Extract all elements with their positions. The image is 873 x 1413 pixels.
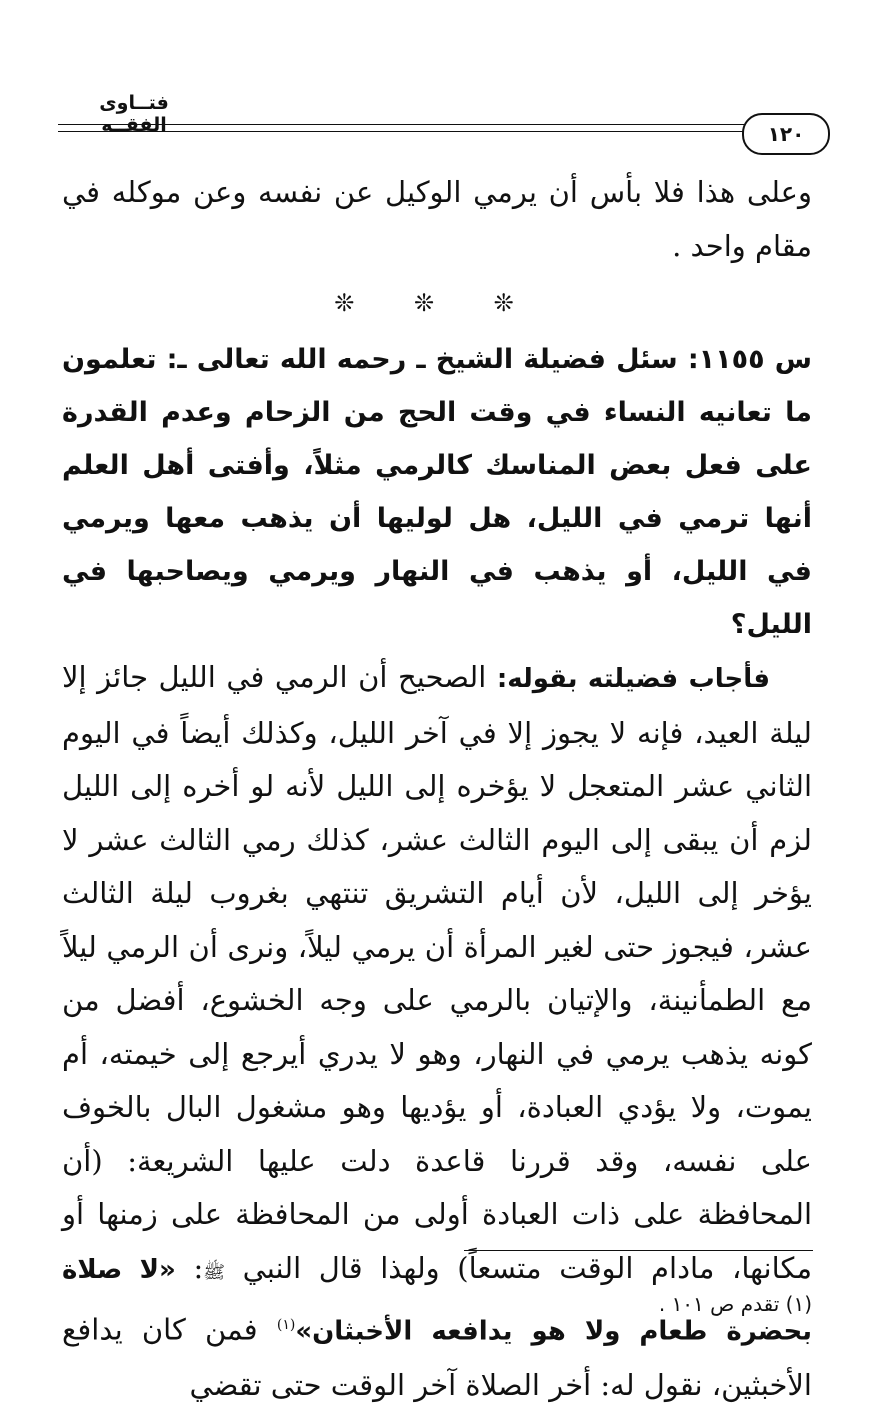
- question-paragraph: س ١١٥٥: سئل فضيلة الشيخ ـ رحمه الله تعالى ـ: تعلمون ما تعانيه النساء في وقت الحج من الزحام وعدم القدرة على فعل بعض المناسك كالرمي مثلاً، وأفتى أهل العلم أنها ترمي في الليل، هل لوليها أن يذهب معها ويرمي في الليل، أو يذهب في النهار ويرمي ويصاحبها في الليل؟: [62, 344, 812, 640]
- footnote-text: تقدم ص ١٠١ .: [658, 1292, 780, 1316]
- footnote-reference: (١): [276, 1317, 296, 1333]
- hadith-quote: «لا صلاة بحضرة طعام ولا هو يدافعه الأخبثان»: [62, 1254, 812, 1347]
- footnote-rule: [464, 1250, 813, 1251]
- header-rule: [58, 124, 764, 125]
- main-text: [62, 166, 812, 1413]
- header-rule-secondary: [58, 131, 764, 132]
- hadith-prefix: :: [175, 1250, 204, 1285]
- footnote-marker: (١): [785, 1292, 812, 1316]
- answer-continuation: فمن كان يدافع الأخبثين، نقول له: أخر الصلاة آخر الوقت حتى تقضي: [62, 1312, 812, 1403]
- answer-text: الصحيح أن الرمي في الليل جائز إلا ليلة العيد، فإنه لا يجوز إلا في آخر الليل، وكذلك أيضاً في اليوم الثاني عشر المتعجل لا يؤخره إلى الليل لأنه لو أخره إلى الليل لزم أن يبقى إلى اليوم الثالث عشر، كذلك رمي الثالث عشر لا يؤخر إلى الليل، لأن أيام التشريق تنتهي بغروب ليلة الثالث عشر، فيجوز حتى لغير المرأة أن يرمي ليلاً، ونرى أن الرمي ليلاً مع الطمأنينة، والإتيان بالرمي على وجه الخشوع، أفضل من كونه يذهب يرمي في النهار، وهو لا يدري أيرجع إلى خيمته، أم يموت، ولا يؤدي العبادة، أو يؤديها وهو مشغول البال بالخوف على نفسه، وقد قررنا قاعدة دلت عليها الشريعة: (أن المحافظة على ذات العبادة أولى من المحافظة على زمنها أو مكانها، مادام الوقت متسعاً) ولهذا قال النبي: [62, 660, 813, 1285]
- running-title: فتــاوى الفقــه: [99, 92, 169, 136]
- section-separator: ❊ ❊ ❊: [334, 289, 540, 317]
- footnote: [60, 1292, 812, 1316]
- intro-paragraph: وعلى هذا فلا بأس أن يرمي الوكيل عن نفسه وعن موكله في مقام واحد .: [62, 175, 812, 263]
- page-number: ١٢٠: [742, 113, 830, 155]
- honorific-mark: ﷺ: [203, 1261, 225, 1283]
- answer-lead: فأجاب فضيلته بقوله:: [496, 664, 770, 694]
